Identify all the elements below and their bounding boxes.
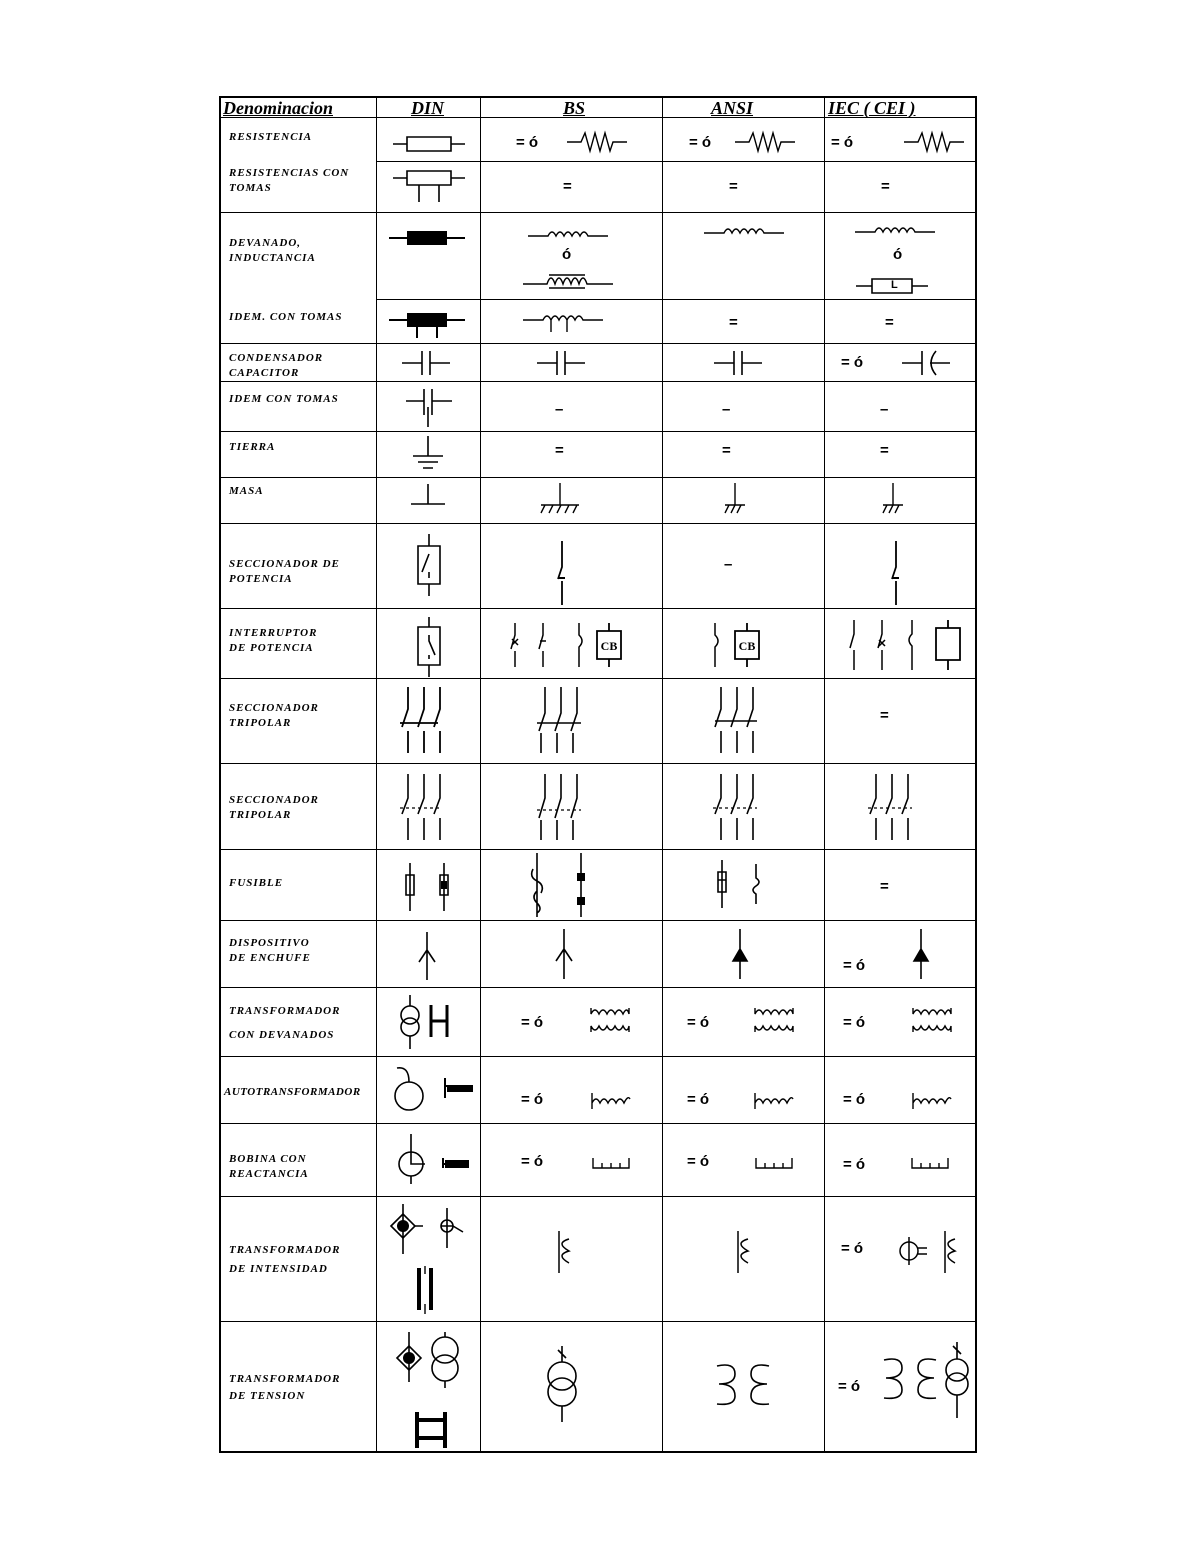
plug-din-icon — [417, 932, 437, 980]
tripolar-ansi-icon — [711, 687, 767, 753]
voltage-transformer-ansi-icon — [715, 1362, 771, 1408]
row-label-idem-con-tomas: IDEM. CON TOMAS — [229, 311, 343, 323]
header-bs: BS — [563, 98, 586, 118]
transformer-coils-ansi-icon — [753, 1006, 795, 1034]
note-iec-r1: = — [881, 178, 890, 195]
row-label-autotransformador: AUTOTRANSFORMADOR — [224, 1086, 361, 1098]
inductor-coil-bs-icon — [528, 226, 608, 240]
note-iec-r14: = ó — [843, 1014, 866, 1031]
resistor-din-icon — [393, 132, 465, 156]
header-din: DIN — [411, 98, 445, 118]
row-label-seccionador-tripolar-2: SECCIONADOR TRIPOLAR — [229, 794, 319, 821]
autotransformer-bs-icon — [590, 1093, 632, 1111]
voltage-transformer-din-icon — [395, 1332, 475, 1450]
capacitor-taps-din-icon — [406, 387, 452, 427]
row-label-masa: MASA — [229, 485, 264, 497]
note-ansi-r1: = — [729, 178, 738, 195]
capacitor-din-icon — [402, 349, 450, 377]
transformer-coils-bs-icon — [589, 1006, 631, 1034]
current-transformer-bs-icon — [551, 1231, 573, 1273]
reactor-bs-icon — [592, 1158, 630, 1170]
row-label-seccionador-potencia: SECCIONADOR DE POTENCIA — [229, 558, 340, 585]
voltage-transformer-iec-icon — [943, 1342, 971, 1418]
disconnector-bs-icon — [554, 541, 570, 605]
inductor-coil-iec-icon — [855, 222, 935, 236]
row-label-interruptor-potencia: INTERRUPTOR DE POTENCIA — [229, 627, 318, 654]
note-iec-r16: = ó — [843, 1156, 866, 1173]
reactor-din-icon — [397, 1134, 471, 1184]
note-ansi-r6: = — [722, 442, 731, 459]
note-iec-r5: – — [880, 401, 889, 418]
symbol-table — [219, 96, 977, 1453]
column-divider — [480, 98, 481, 1451]
chassis-iec-icon — [881, 483, 905, 517]
row-label-bobina-reactancia: BOBINA CON REACTANCIA — [229, 1153, 309, 1180]
voltage-transformer-bs-icon — [544, 1346, 580, 1422]
tripolar-din-icon — [398, 687, 452, 753]
header-denominacion: Denominacion — [223, 98, 334, 118]
note-ansi-r0: = ó — [689, 134, 712, 151]
resistor-zigzag-ansi-icon — [735, 130, 795, 154]
inductor-taps-bs-icon — [523, 310, 603, 334]
note-iec-r0: = ó — [831, 134, 854, 151]
current-transformer-iec-icon — [895, 1231, 961, 1273]
row-label-transformador-tension: TRANSFORMADOR DE TENSION — [229, 1373, 341, 1402]
note-ansi-r3: = — [729, 314, 738, 331]
earth-din-icon — [411, 436, 445, 472]
capacitor-iec-icon — [902, 349, 950, 377]
note-iec-r10: = — [880, 707, 889, 724]
note-bs-r2: ó — [562, 246, 572, 263]
breaker-ansi-icon — [711, 623, 767, 667]
note-iec-r15: = ó — [843, 1091, 866, 1108]
note-bs-r14: = ó — [521, 1014, 544, 1031]
row-label-condensador: CONDENSADOR CAPACITOR — [229, 352, 324, 379]
note-ansi-r16: = ó — [687, 1153, 710, 1170]
note-iec-r3: = — [885, 314, 894, 331]
disconnector-iec-icon — [888, 541, 904, 605]
note-ansi-r8: – — [724, 556, 733, 573]
note-iec-r6: = — [880, 442, 889, 459]
autotransformer-iec-icon — [911, 1093, 953, 1111]
inductor-din-icon — [389, 226, 465, 250]
inductor-coil-ansi-icon — [704, 223, 784, 237]
note-iec-r2: ó — [893, 246, 903, 263]
note-bs-r15: = ó — [521, 1091, 544, 1108]
cb-bs-label: CB — [600, 639, 618, 653]
note-iec-r4: = ó — [841, 354, 864, 371]
column-divider — [662, 98, 663, 1451]
note-bs-r0: = ó — [516, 134, 539, 151]
capacitor-ansi-icon — [714, 349, 762, 377]
row-label-resistencia: RESISTENCIA — [229, 131, 313, 143]
fuse-ansi-icon — [716, 860, 764, 908]
note-ansi-r5: – — [722, 401, 731, 418]
chassis-din-icon — [411, 484, 445, 508]
fuse-bs-icon — [527, 853, 591, 917]
note-bs-r5: – — [555, 401, 564, 418]
capacitor-bs-icon — [537, 349, 585, 377]
tripolar-dashed-ansi-icon — [711, 774, 767, 840]
chassis-ansi-icon — [723, 483, 747, 517]
disconnector-din-icon — [415, 534, 443, 596]
note-iec-r13: = ó — [843, 957, 866, 974]
current-transformer-ansi-icon — [730, 1231, 752, 1273]
row-label-condensador-tomas: IDEM CON TOMAS — [229, 393, 339, 405]
row-label-transformador-intensidad: TRANSFORMADOR DE INTENSIDAD — [229, 1244, 341, 1275]
autotransformer-ansi-icon — [753, 1093, 795, 1111]
note-bs-r1: = — [563, 178, 572, 195]
note-iec-r12: = — [880, 878, 889, 895]
reactor-iec-icon — [911, 1158, 949, 1170]
tripolar-dashed-bs-icon — [533, 774, 593, 840]
row-label-dispositivo-enchufe: DISPOSITIVO DE ENCHUFE — [229, 937, 311, 964]
note-iec-r18: = ó — [838, 1378, 861, 1395]
inductor-taps-din-icon — [389, 308, 465, 338]
chassis-bs-icon — [539, 483, 581, 517]
resistor-zigzag-bs-icon — [567, 130, 627, 154]
breaker-bs-icon — [509, 623, 627, 667]
row-label-tierra: TIERRA — [229, 441, 276, 453]
note-bs-r6: = — [555, 442, 564, 459]
transformer-din-icon — [397, 995, 457, 1049]
row-label-seccionador-tripolar-1: SECCIONADOR TRIPOLAR — [229, 702, 319, 729]
cb-ansi-label: CB — [738, 639, 756, 653]
transformer-coils-iec-icon — [911, 1006, 953, 1034]
plug-iec-icon — [911, 929, 931, 979]
note-ansi-r14: = ó — [687, 1014, 710, 1031]
header-iec: IEC ( CEI ) — [828, 98, 916, 118]
autotransformer-din-icon — [393, 1064, 477, 1116]
plug-bs-icon — [554, 929, 574, 979]
row-label-devanado: DEVANADO, INDUCTANCIA — [229, 237, 316, 264]
breaker-din-icon — [415, 617, 443, 677]
inductor-box-label: L — [891, 279, 898, 291]
plug-ansi-icon — [730, 929, 750, 979]
reactor-ansi-icon — [755, 1158, 793, 1170]
tripolar-dashed-iec-icon — [866, 774, 922, 840]
current-transformer-din-icon — [389, 1204, 475, 1316]
column-divider — [376, 98, 377, 1451]
tripolar-dashed-din-icon — [398, 774, 452, 840]
row-label-fusible: FUSIBLE — [229, 877, 284, 889]
resistor-taps-din-icon — [393, 168, 465, 204]
tripolar-bs-icon — [533, 687, 593, 753]
resistor-zigzag-iec-icon — [904, 130, 964, 154]
column-divider — [824, 98, 825, 1451]
row-label-resistencias-con-tomas: RESISTENCIAS CON TOMAS — [229, 167, 350, 194]
breaker-iec-icon — [848, 620, 966, 670]
voltage-transformer-coils-iec-icon — [882, 1356, 938, 1402]
row-label-transformador-devanados: TRANSFORMADOR CON DEVANADOS — [229, 1005, 341, 1041]
note-ansi-r15: = ó — [687, 1091, 710, 1108]
note-iec-r17: = ó — [841, 1240, 864, 1257]
note-bs-r16: = ó — [521, 1153, 544, 1170]
inductor-core-bs-icon — [523, 270, 613, 292]
header-ansi: ANSI — [711, 98, 754, 118]
fuse-din-icon — [404, 863, 452, 911]
